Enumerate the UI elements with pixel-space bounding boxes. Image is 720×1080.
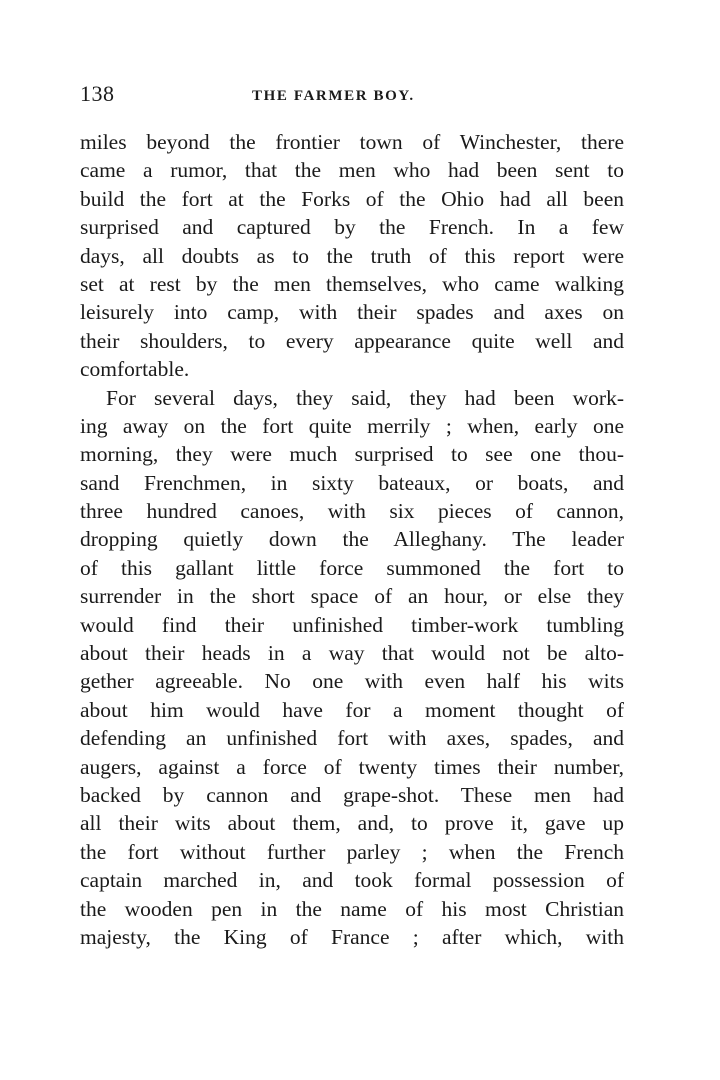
text-line: three hundred canoes, with six pieces of cannon, — [80, 499, 624, 524]
text-line: would find their unfinished timber-work tumbling — [80, 612, 624, 637]
text-line: dropping quietly down the Alleghany. The leader — [80, 527, 624, 552]
text-line: came a rumor, that the men who had been sent to — [80, 158, 624, 183]
text-line: surprised and captured by the French. In a few — [80, 215, 624, 240]
text-line: sand Frenchmen, in sixty bateaux, or boats, and — [80, 470, 624, 495]
paragraph-end-line: comfortable. — [80, 357, 190, 382]
text-line: morning, they were much surprised to see one thou- — [80, 442, 624, 467]
text-line: defending an unfinished fort with axes, spades, and — [80, 726, 624, 751]
text-line: majesty, the King of France ; after which, with — [80, 924, 624, 949]
text-line: their shoulders, to every appearance quite well and — [80, 328, 624, 353]
text-line: all their wits about them, and, to prove it, gave up — [80, 811, 624, 836]
text-line: captain marched in, and took formal possession of — [80, 868, 624, 893]
text-line: the fort without further parley ; when the French — [80, 839, 624, 864]
text-line: of this gallant little force summoned the fort to — [80, 555, 624, 580]
text-line: backed by cannon and grape-shot. These men had — [80, 782, 624, 807]
text-line: gether agreeable. No one with even half his wits — [80, 669, 624, 694]
text-line: about him would have for a moment thought of — [80, 697, 624, 722]
page-number: 138 — [80, 81, 115, 106]
text-line: miles beyond the frontier town of Winchester, there — [80, 130, 624, 154]
text-line: the wooden pen in the name of his most Christian — [80, 896, 624, 921]
text-line: ing away on the fort quite merrily ; when, early one — [80, 413, 624, 438]
text-line: build the fort at the Forks of the Ohio had all been — [80, 186, 624, 211]
text-line: about their heads in a way that would not be alto- — [80, 641, 624, 666]
body-text — [80, 128, 624, 951]
text-line: augers, against a force of twenty times their number, — [80, 754, 624, 779]
running-title: THE FARMER BOY. — [252, 88, 415, 104]
text-line: set at rest by the men themselves, who came walking — [80, 271, 624, 296]
text-line: surrender in the short space of an hour, or else they — [80, 584, 624, 609]
text-line: days, all doubts as to the truth of this report were — [80, 243, 624, 268]
page-header — [80, 78, 624, 110]
paragraph-first-line: For several days, they said, they had been work- — [106, 385, 624, 410]
text-line: leisurely into camp, with their spades and axes on — [80, 300, 624, 325]
